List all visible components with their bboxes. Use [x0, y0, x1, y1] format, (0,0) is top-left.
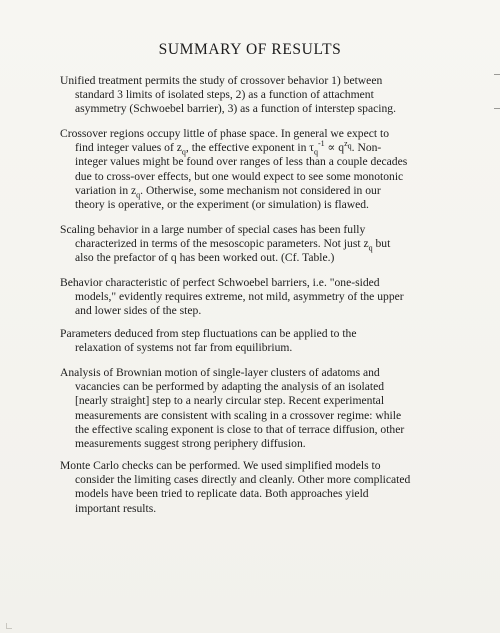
text-fragment: . Otherwise, some mechanism not considered in our	[140, 183, 381, 197]
scan-corner-mark	[6, 623, 12, 629]
text-line: Analysis of Brownian motion of single-layer clusters of adatoms and	[60, 366, 380, 379]
paragraph-monte-carlo	[60, 459, 480, 516]
text-line	[60, 184, 480, 198]
text-line: due to cross-over effects, but one would expect to see some monotonic	[75, 169, 404, 183]
text-line: Crossover regions occupy little of phase space. In general we expect to	[60, 127, 390, 140]
text-fragment: . Non-	[351, 141, 382, 155]
text-line: important results.	[75, 501, 157, 515]
text-line: consider the limiting cases directly and cleanly. Other more complicated	[75, 473, 411, 487]
paragraph-scaling-behavior	[60, 223, 480, 266]
scan-edge-mark	[494, 74, 500, 75]
text-line: vacancies can be performed by adapting the analysis of an isolated	[75, 380, 385, 394]
text-line: measurements are consistent with scaling in a crossover regime: while	[75, 408, 402, 422]
text-fragment: characterized in terms of the mesoscopic parameters. Not just z	[75, 237, 369, 251]
superscript-text: z	[344, 139, 348, 149]
text-line: [nearly straight] step to a nearly circular step. Recent experimental	[75, 394, 385, 408]
subscript: q	[136, 190, 141, 200]
subscript: q	[368, 243, 373, 253]
text-line: models have been tried to replicate data. Both approaches yield	[75, 487, 369, 501]
page-title: SUMMARY OF RESULTS	[158, 41, 342, 58]
text-line: Parameters deduced from step fluctuations can be applied to the	[60, 327, 357, 340]
paragraph-unified-treatment	[60, 74, 480, 117]
text-line: measurements suggest strong periphery diffusion.	[75, 437, 306, 451]
text-line: integer values might be found over ranges of less than a couple decades	[75, 155, 408, 169]
text-fragment: , the effective exponent in τ	[185, 141, 314, 155]
text-fragment: ∝ q	[324, 141, 345, 155]
text-line: Behavior characteristic of perfect Schwoebel barriers, i.e. "one-sided	[60, 276, 380, 289]
subscript: q	[313, 147, 318, 157]
text-line: Scaling behavior in a large number of special cases has been fully	[60, 223, 366, 236]
paragraph-brownian-motion	[60, 366, 480, 451]
text-line: models," evidently requires extreme, not mild, asymmetry of the upper	[75, 290, 404, 304]
text-line	[60, 141, 480, 155]
text-line: also the prefactor of q has been worked out. (Cf. Table.)	[75, 251, 335, 265]
text-line: relaxation of systems not far from equilibrium.	[75, 341, 293, 355]
subscript: q	[181, 147, 186, 157]
text-line: the effective scaling exponent is close to that of terrace diffusion, other	[75, 422, 405, 436]
text-line: asymmetry (Schwoebel barrier), 3) as a function of interstep spacing.	[75, 102, 396, 116]
text-line: Monte Carlo checks can be performed. We used simplified models to	[60, 459, 381, 472]
scan-edge-mark	[494, 108, 500, 109]
text-fragment: but	[372, 237, 391, 251]
paragraph-crossover-regions	[60, 127, 480, 212]
text-fragment: variation in z	[75, 183, 137, 197]
superscript	[344, 139, 352, 151]
paragraph-parameters	[60, 327, 480, 355]
text-line: theory is operative, or the experiment (or simulation) is flawed.	[75, 198, 369, 212]
text-fragment: find integer values of z	[75, 141, 182, 155]
superscript: -1	[317, 139, 325, 149]
paragraph-schwoebel-barriers	[60, 276, 480, 319]
text-line: Unified treatment permits the study of crossover behavior 1) between	[60, 74, 383, 87]
subscript: q	[347, 141, 352, 151]
text-line: standard 3 limits of isolated steps, 2) as a function of attachment	[75, 88, 374, 102]
text-line	[60, 237, 480, 251]
text-line: and lower sides of the step.	[75, 304, 202, 318]
